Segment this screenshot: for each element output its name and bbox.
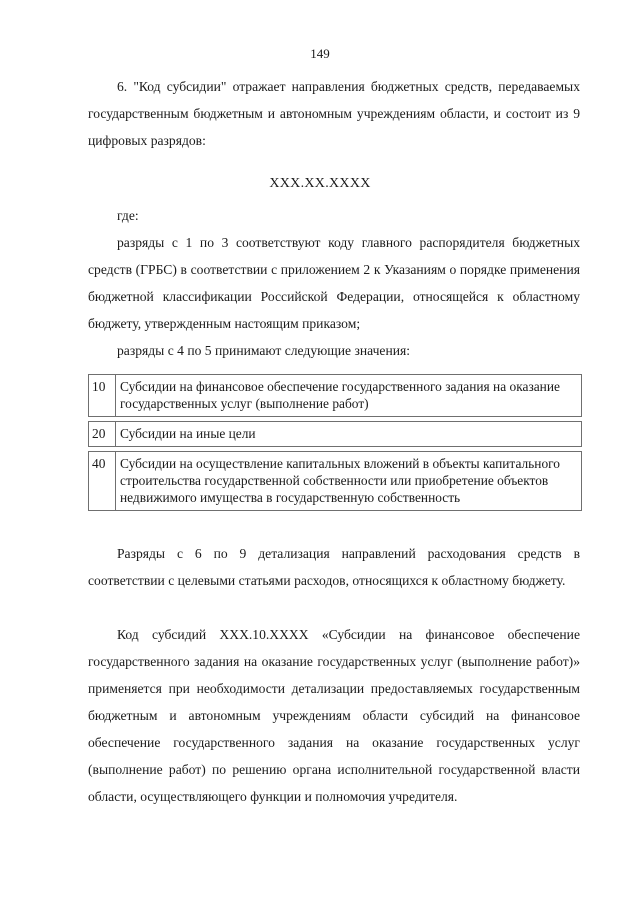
page-number: 149 [310,46,330,61]
code-format: ХХХ.ХХ.ХХХХ [269,176,371,191]
subsidy-code-paragraph: Код субсидий ХХХ.10.ХХХХ «Субсидии на финансовое обеспечение государственного задания на оказание государственных услуг (выполнение работ)» применяется при необходимости детализации предоставляемых государственным бюджетным и автономным учреждениям области субсидий на финансовое обеспечение государственного задания на оказание государственных услуг (выполнение работ) по решению органа исполнительной государственной власти области, осуществляющего функции и полномочия учредителя. [88,627,580,804]
description-cell: Субсидии на иные цели [116,422,582,447]
table-row [89,422,582,447]
digits-1-3-paragraph: разряды с 1 по 3 соответствуют коду главного распорядителя бюджетных средств (ГРБС) в соответствии с приложением 2 к Указаниям о порядке применения бюджетной классификации Российской Федерации, относящейся к областному бюджету, утвержденным настоящим приказом; [88,235,580,331]
digits-4-5-paragraph: разряды с 4 по 5 принимают следующие значения: [117,343,411,358]
code-cell: 20 [89,422,116,447]
intro-paragraph: 6. "Код субсидии" отражает направления бюджетных средств, передаваемых государственным бюджетным и автономным учреждениям области, и состоит из 9 цифровых разрядов: [88,79,580,148]
digits-6-9-paragraph: Разряды с 6 по 9 детализация направлений расходования средств в соответствии с целевыми статьями расходов, относящихся к областному бюджету. [88,546,580,588]
description-cell: Субсидии на финансовое обеспечение государственного задания на оказание государственных услуг (выполнение работ) [116,375,582,417]
code-cell: 10 [89,375,116,417]
code-cell: 40 [89,452,116,511]
where-label: где: [117,208,139,223]
table-row [89,452,582,511]
subsidy-codes-table [88,374,582,511]
table-row [89,375,582,417]
description-cell: Субсидии на осуществление капитальных вложений в объекты капитального строительства государственной собственности или приобретение объектов недвижимого имущества в государственную собственность [116,452,582,511]
